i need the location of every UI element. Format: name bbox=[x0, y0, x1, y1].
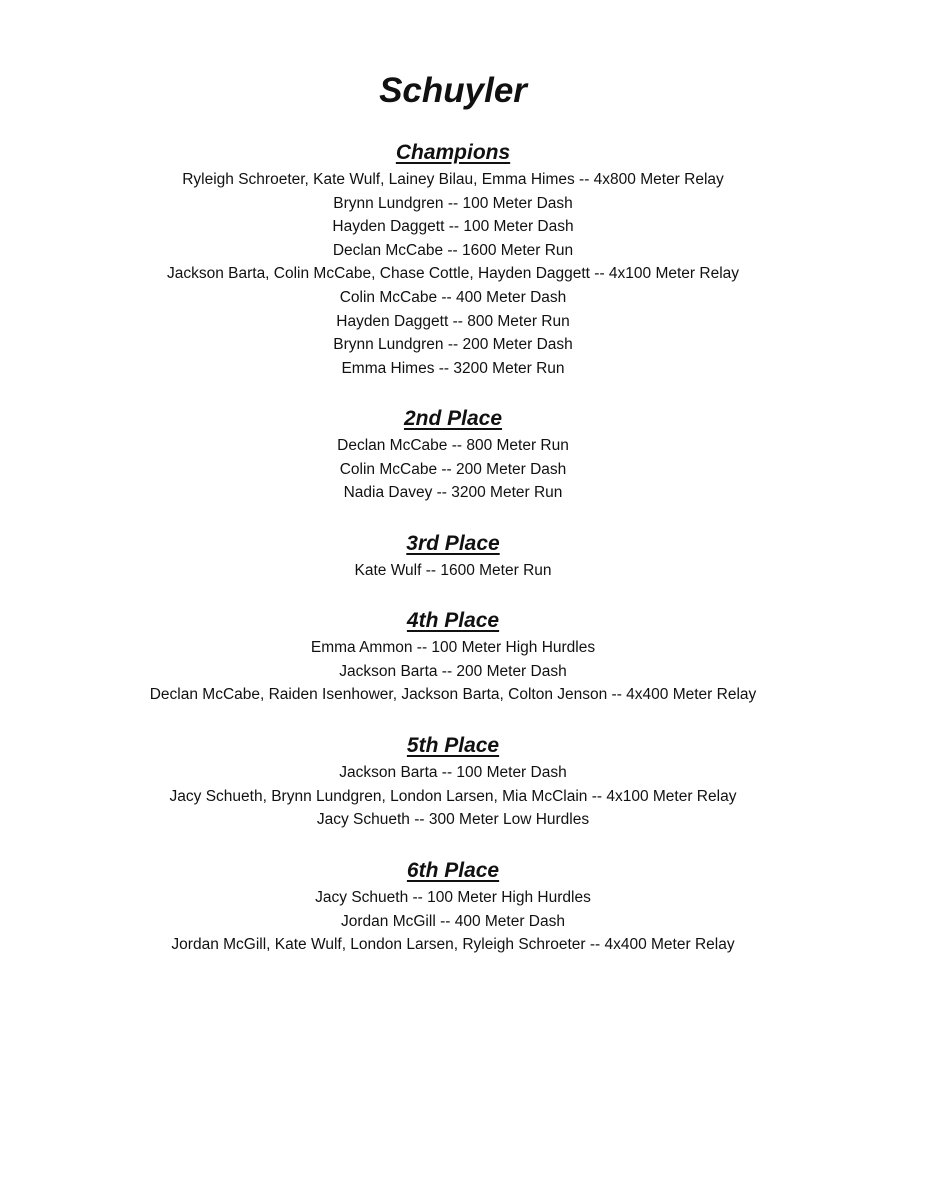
list-item: Jordan McGill, Kate Wulf, London Larsen, Ryleigh Schroeter -- 4x400 Meter Relay bbox=[171, 936, 735, 954]
list-item: Jacy Schueth -- 300 Meter Low Hurdles bbox=[316, 811, 590, 829]
list-item: Nadia Davey -- 3200 Meter Run bbox=[343, 484, 563, 502]
list-item: Jacy Schueth -- 100 Meter High Hurdles bbox=[315, 889, 591, 906]
section-champions bbox=[0, 138, 906, 380]
section-2nd-place bbox=[0, 404, 906, 505]
list-item: Jackson Barta -- 100 Meter Dash bbox=[339, 764, 567, 781]
document-title: Schuyler bbox=[379, 71, 527, 110]
entry-list bbox=[0, 168, 906, 380]
entry-list bbox=[0, 434, 906, 505]
entry-list bbox=[0, 636, 906, 707]
list-item: Jordan McGill -- 400 Meter Dash bbox=[341, 912, 565, 930]
list-item: Jackson Barta, Colin McCabe, Chase Cottle, Hayden Daggett -- 4x100 Meter Relay bbox=[166, 265, 740, 283]
list-item: Declan McCabe -- 1600 Meter Run bbox=[332, 241, 574, 259]
list-item: Jackson Barta -- 200 Meter Dash bbox=[339, 662, 567, 680]
section-heading: 2nd Place bbox=[403, 407, 503, 430]
list-item: Ryleigh Schroeter, Kate Wulf, Lainey Bilau, Emma Himes -- 4x800 Meter Relay bbox=[182, 171, 724, 188]
section-4th-place bbox=[0, 606, 906, 707]
list-item: Emma Himes -- 3200 Meter Run bbox=[341, 359, 565, 377]
section-heading: Champions bbox=[395, 141, 511, 164]
list-item: Jacy Schueth, Brynn Lundgren, London Larsen, Mia McClain -- 4x100 Meter Relay bbox=[169, 787, 737, 805]
section-heading: 5th Place bbox=[406, 734, 500, 757]
list-item: Hayden Daggett -- 100 Meter Dash bbox=[332, 218, 574, 236]
list-item: Declan McCabe, Raiden Isenhower, Jackson Barta, Colton Jenson -- 4x400 Meter Relay bbox=[149, 686, 757, 704]
entry-list bbox=[0, 886, 906, 957]
section-3rd-place bbox=[0, 529, 906, 583]
section-heading: 3rd Place bbox=[406, 532, 500, 555]
entry-list bbox=[0, 761, 906, 832]
section-heading: 6th Place bbox=[406, 859, 500, 882]
section-6th-place bbox=[0, 856, 906, 957]
entry-list bbox=[0, 559, 906, 583]
list-item: Colin McCabe -- 400 Meter Dash bbox=[339, 288, 567, 306]
list-item: Hayden Daggett -- 800 Meter Run bbox=[336, 312, 570, 330]
list-item: Declan McCabe -- 800 Meter Run bbox=[337, 437, 569, 454]
list-item: Emma Ammon -- 100 Meter High Hurdles bbox=[310, 639, 596, 656]
section-heading: 4th Place bbox=[406, 609, 500, 632]
list-item: Kate Wulf -- 1600 Meter Run bbox=[354, 562, 552, 579]
list-item: Colin McCabe -- 200 Meter Dash bbox=[339, 460, 567, 478]
section-5th-place bbox=[0, 731, 906, 832]
list-item: Brynn Lundgren -- 100 Meter Dash bbox=[333, 194, 573, 212]
list-item: Brynn Lundgren -- 200 Meter Dash bbox=[333, 336, 573, 354]
